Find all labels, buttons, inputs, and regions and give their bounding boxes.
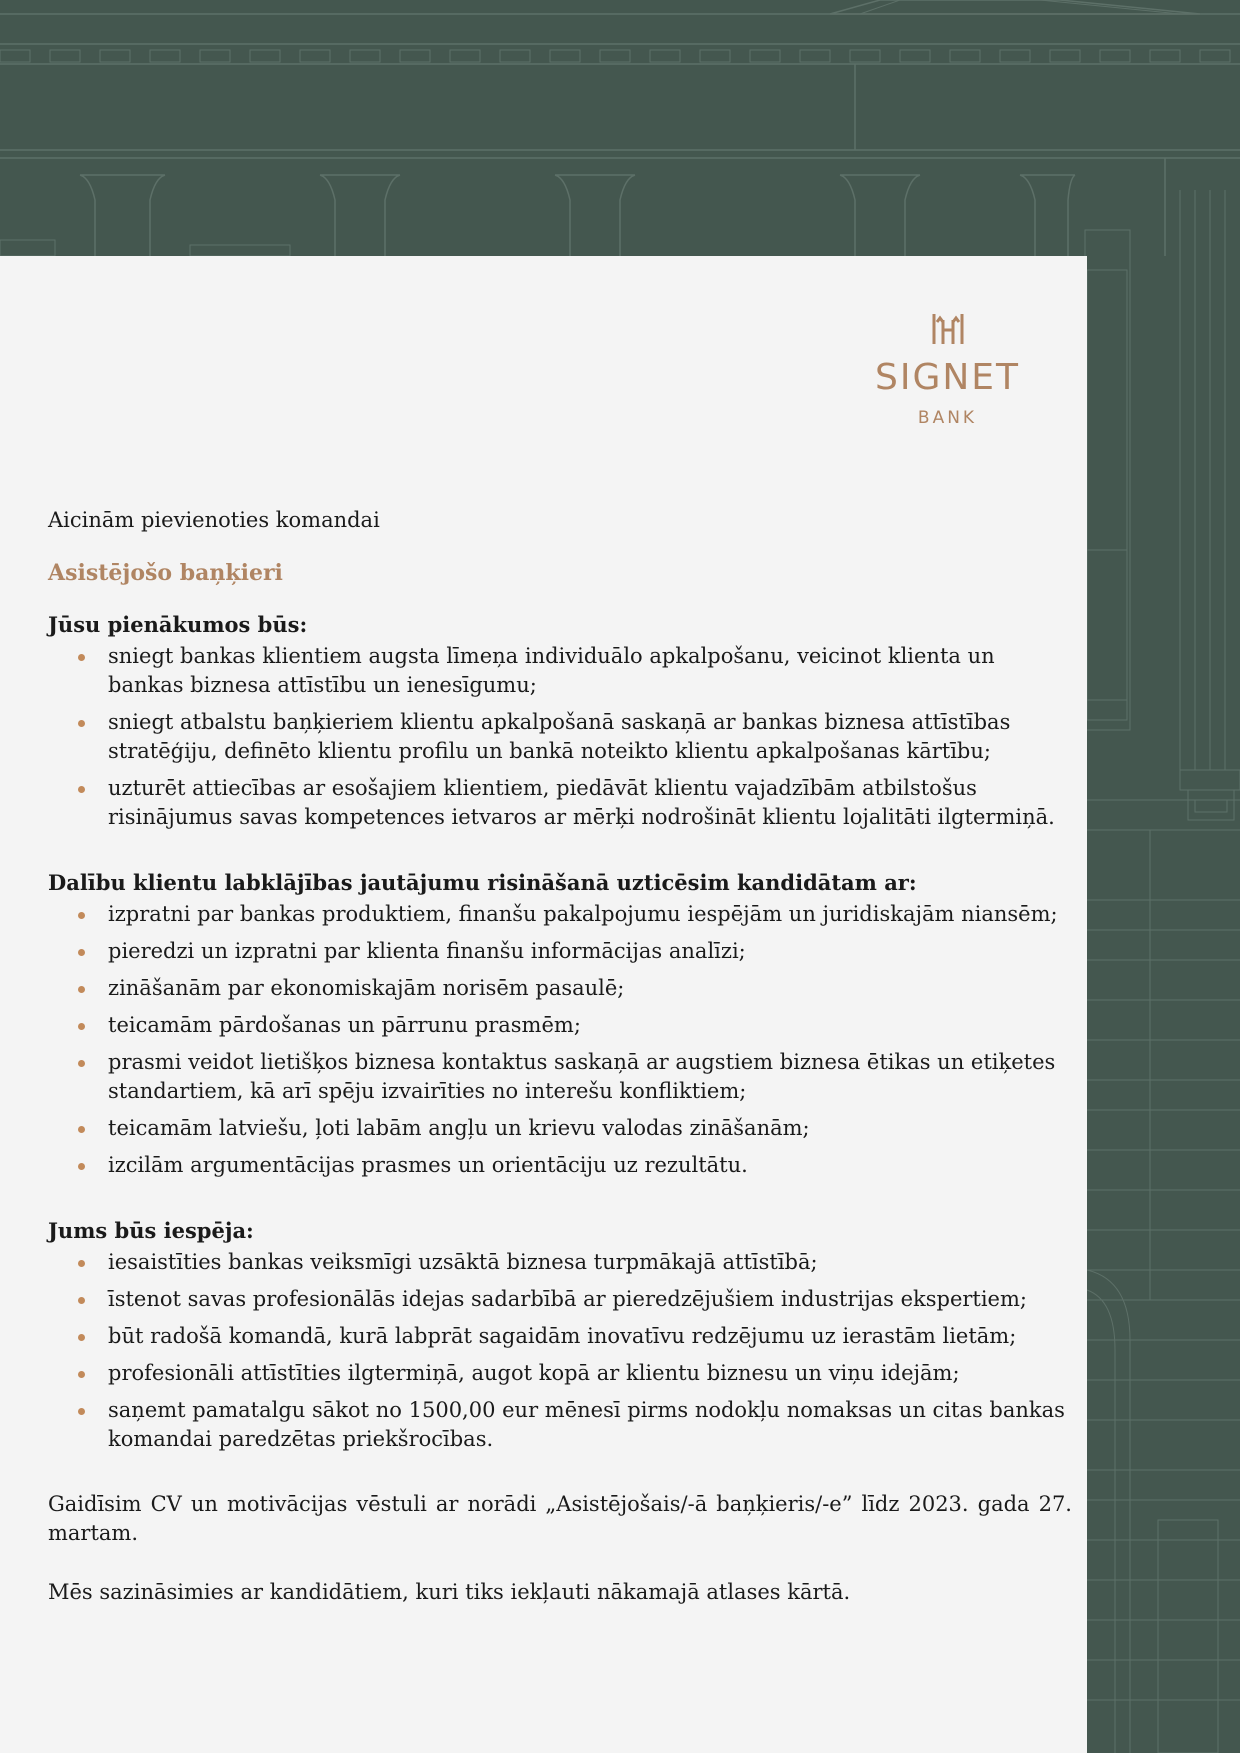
intro-text: Aicinām pievienoties komandai: [48, 508, 380, 532]
list-item: iesaistīties bankas veiksmīgi uzsāktā biznesa turpmākajā attīstībā;: [48, 1248, 1072, 1277]
list-item: prasmi veidot lietišķos biznesa kontaktus saskaņā ar augstiem biznesa ētikas un etiķetes standartiem, kā arī spēju izvairīties no interešu konfliktiem;: [48, 1048, 1072, 1106]
section-heading: Jūsu pienākumos būs:: [48, 612, 308, 637]
opportunities-list: [48, 1248, 1072, 1454]
list-item: profesionāli attīstīties ilgtermiņā, augot kopā ar klientu biznesu un viņu idejām;: [48, 1359, 1072, 1388]
section-requirements: [48, 868, 1072, 1180]
posting-content: [48, 506, 1072, 1607]
section-duties: [48, 610, 1072, 832]
list-item: īstenot savas profesionālās idejas sadarbībā ar pieredzējušiem industrijas ekspertiem;: [48, 1285, 1072, 1314]
duties-list: [48, 642, 1072, 832]
brand-name: SIGNET: [874, 357, 1021, 398]
section-opportunities: [48, 1216, 1072, 1454]
list-item: pieredzi un izpratni par klienta finanšu informācijas analīzi;: [48, 937, 1072, 966]
section-heading: Dalību klientu labklājības jautājumu risināšanā uzticēsim kandidātam ar:: [48, 870, 917, 895]
job-posting-card: [0, 256, 1087, 1753]
list-item: būt radošā komandā, kurā labprāt sagaidām inovatīvu redzējumu uz ierastām lietām;: [48, 1322, 1072, 1351]
list-item: teicamām latviešu, ļoti labām angļu un krievu valodas zināšanām;: [48, 1114, 1072, 1143]
signet-bank-logo: [855, 312, 1040, 428]
brand-sub: BANK: [917, 408, 978, 428]
list-item: zināšanām par ekonomiskajām norisēm pasaulē;: [48, 974, 1072, 1003]
requirements-list: [48, 900, 1072, 1180]
list-item: sniegt atbalstu baņķieriem klientu apkalpošanā saskaņā ar bankas biznesa attīstības stratēģiju, definēto klientu profilu un bankā noteikto klientu apkalpošanas kārtību;: [48, 708, 1072, 766]
list-item: izcilām argumentācijas prasmes un orientāciju uz rezultātu.: [48, 1151, 1072, 1180]
castle-tower-icon: [931, 312, 965, 346]
section-heading: Jums būs iespēja:: [48, 1218, 254, 1243]
list-item: izpratni par bankas produktiem, finanšu pakalpojumu iespējām un juridiskajām niansēm;: [48, 900, 1072, 929]
list-item: sniegt bankas klientiem augsta līmeņa individuālo apkalpošanu, veicinot klienta un bankas biznesa attīstību un ienesīgumu;: [48, 642, 1072, 700]
list-item: saņemt pamatalgu sākot no 1500,00 eur mēnesī pirms nodokļu nomaksas un citas bankas komandai paredzētas priekšrocības.: [48, 1396, 1072, 1454]
closing-text: Mēs sazināsimies ar kandidātiem, kuri tiks iekļauti nākamajā atlases kārtā.: [48, 1580, 851, 1604]
list-item: uzturēt attiecības ar esošajiem klientiem, piedāvāt klientu vajadzībām atbilstošus risinājumus savas kompetences ietvaros ar mērķi nodrošināt klientu lojalitāti ilgtermiņā.: [48, 774, 1072, 832]
position-title: Asistējošo baņķieri: [48, 560, 283, 586]
list-item: teicamām pārdošanas un pārrunu prasmēm;: [48, 1011, 1072, 1040]
application-note: Gaidīsim CV un motivācijas vēstuli ar norādi „Asistējošais/-ā baņķieris/-e” līdz 2023. gada 27. martam.: [48, 1492, 1072, 1545]
